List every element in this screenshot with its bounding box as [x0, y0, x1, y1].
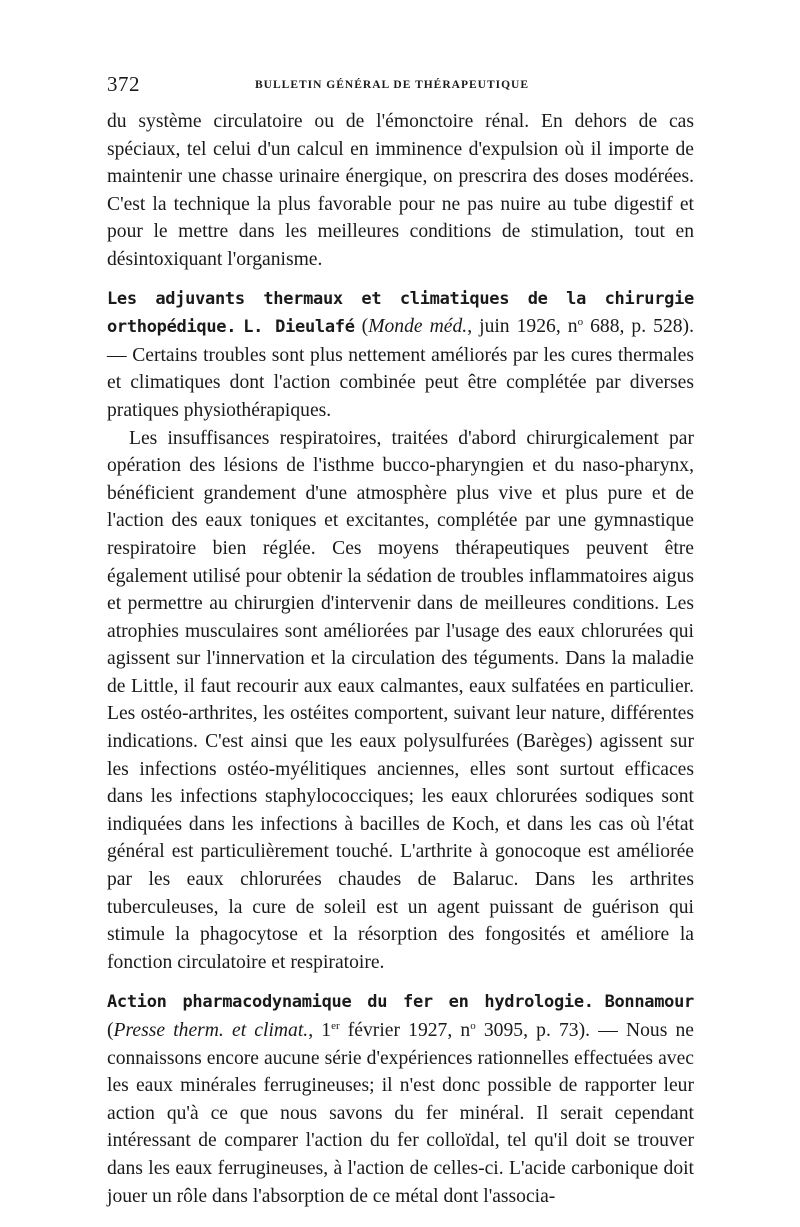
article1-ref-a: , juin 1926, n: [467, 316, 578, 338]
page-number: 372: [107, 72, 140, 96]
article1-paragraph-2: Les insuffisances respiratoires, traitées d'abord chirurgicalement par opération des lésions de l'isthme bucco-pharyngien et du naso-pharynx, bénéficient grandement d'une atmosphère plus vive et plus pure et de l'action des eaux toniques et excitantes, complétée par une gymnastique respiratoire bien réglée. Ces moyens thérapeutiques peuvent être également utilisé pour obtenir la sédation de troubles inflammatoires aigus et permettre au chirurgien d'intervenir dans de meilleures conditions. Les atrophies musculaires sont améliorées par l'usage des eaux chlorurées qui agissent sur l'innervation et la circulation des téguments. Dans la maladie de Little, il faut recourir aux eaux calmantes, eaux sulfatées en particulier. Les ostéo-arthrites, les ostéites comportent, suivant leur nature, différentes indications. C'est ainsi que les eaux polysulfurées (Barèges) agissent sur les infections ostéo-myélitiques anciennes, elles sont surtout efficaces dans les infections staphylococciques; les eaux chlorurées sodiques sont indiquées dans les infections à bacilles de Koch, et dans les cas où l'état général est particulièrement touché. L'arthrite à gonocoque est améliorée par les eaux chlorurées chaudes de Balaruc. Dans les arthrites tuberculeuses, la cure de soleil est un agent puissant de guérison qui stimule la phagocytose et la résorption des fongosités et améliore la fonction circulatoire et respiratoire.: [107, 427, 694, 973]
article2-title: Action pharmacodynamique du fer en hydrologie.: [107, 992, 594, 1013]
article2-author: Bonnamour: [604, 992, 694, 1013]
section-gap: [107, 976, 694, 988]
running-head: BULLETIN GÉNÉRAL DE THÉRAPEUTIQUE: [255, 79, 530, 91]
article2-abstract: Action pharmacodynamique du fer en hydrologie. Bonnamour (Presse therm. et climat., 1er février 1927, $n^o$ 3095, p. 73). — Nous ne connaissons encore aucune série d'expériences rationnelles effectuées avec les eaux minérales ferrugineuses; il n'est donc possible de rapporter leur action qu'à ce que nous savons du fer minéral. Il serait cependant intéressant de comparer l'action du fer colloïdal, tel qu'il doit se trouver dans les eaux ferrugineuses, à l'action de celles-ci. L'acide carbonique doit jouer un rôle dans l'absorption de ce métal dont l'associa-: [107, 992, 694, 1207]
section-gap: [107, 274, 694, 285]
article2-ref-a: , 1: [308, 1020, 332, 1041]
article2-ref-sup2: o: [470, 1020, 476, 1032]
document-page: [107, 72, 694, 1210]
article1-author: L. Dieulafé: [243, 317, 355, 338]
article1-title: Les adjuvants thermaux et climatiques de la chirurgie orthopédique.: [107, 288, 694, 338]
article2-journal: Presse therm. et climat.: [113, 1020, 309, 1041]
article2-ref-sup1: er: [331, 1020, 340, 1032]
document-body: [107, 108, 694, 1210]
article2-ref-c: 3095, p. 73). — Nous ne connaissons encore aucune série d'expériences rationnelles effectuées avec les eaux minérales ferrugineuses; il n'est donc possible de rapporter leur action qu'à ce que nous savons du fer minéral. Il serait cependant intéressant de comparer l'action du fer colloïdal, tel qu'il doit se trouver dans les eaux ferrugineuses, à l'action de celles-ci. L'acide carbonique doit jouer un rôle dans l'absorption de ce métal dont l'associa-: [107, 1020, 694, 1207]
intro-paragraph: du système circulatoire ou de l'émonctoire rénal. En dehors de cas spéciaux, tel celui d'un calcul en imminence d'expulsion où il importe de maintenir une chasse urinaire énergique, on prescrira des doses modérées. C'est la technique la plus favorable pour ne pas nuire au tube digestif et pour le mettre dans les meilleures conditions de stimulation, tout en désintoxiquant l'organisme.: [107, 111, 694, 270]
article1-abstract: Les adjuvants thermaux et climatiques de la chirurgie orthopédique. L. Dieulafé (Monde méd., juin 1926, $n^o$ 688, p. 528). — Certains troubles sont plus nettement améliorés par les cures thermales et climatiques dont l'action combinée peut être complétée par diverses pratiques physiothérapiques.: [107, 288, 694, 421]
article1-journal: Monde méd.: [368, 316, 468, 338]
page-header: [107, 72, 694, 108]
article1-ref-b: 688, p. 528). — Certains troubles sont plus nettement améliorés par les cures thermales et climatiques dont l'action combinée peut être complétée par diverses pratiques physiothérapiques.: [107, 316, 694, 421]
article1-ref-sup: o: [577, 316, 584, 329]
article2-ref-b: février 1927, n: [339, 1020, 471, 1041]
